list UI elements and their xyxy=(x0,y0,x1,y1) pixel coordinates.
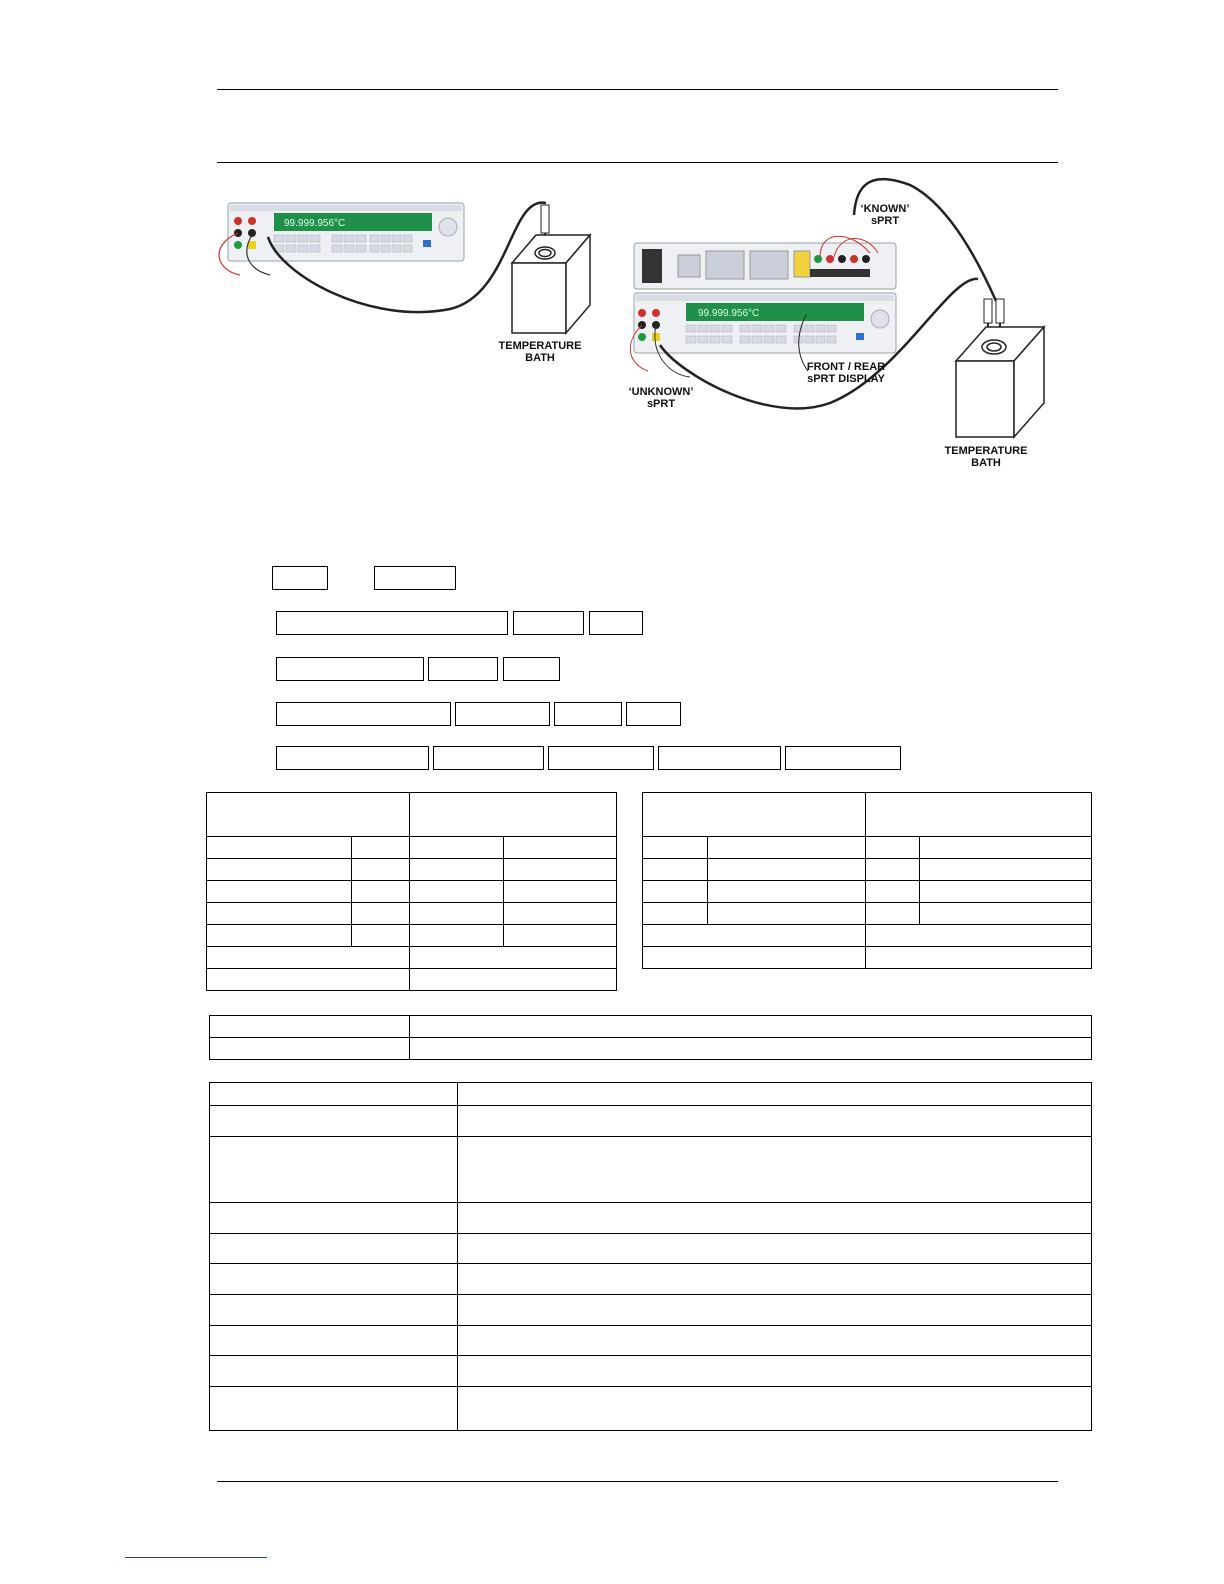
label-known-line1: ‘KNOWN’ xyxy=(860,203,910,215)
label-display-line1: FRONT / REAR xyxy=(806,361,886,373)
table-cell xyxy=(410,859,504,881)
table-cell xyxy=(352,903,410,925)
table-cell xyxy=(866,793,1092,837)
lcd-readout-right: 99.999.956°C xyxy=(698,308,760,319)
table-cell xyxy=(210,1326,458,1356)
table-cell xyxy=(504,881,617,903)
table-cell xyxy=(207,903,352,925)
table-cell xyxy=(210,1356,458,1387)
field-box-5d[interactable] xyxy=(658,746,781,770)
table-cell xyxy=(410,1016,1092,1038)
footer-link-underline[interactable] xyxy=(125,1557,267,1558)
table-cell xyxy=(207,793,410,837)
table-cell xyxy=(410,1038,1092,1060)
label-bath-right-line2: BATH xyxy=(971,457,1001,469)
table-cell xyxy=(866,837,920,859)
field-box-2c[interactable] xyxy=(589,611,643,635)
table-cell xyxy=(708,859,866,881)
table-cell xyxy=(410,969,617,991)
table-cell xyxy=(643,947,866,969)
table-cell xyxy=(458,1106,1092,1137)
table-cell xyxy=(504,903,617,925)
label-unknown-line1: ‘UNKNOWN’ xyxy=(628,386,694,398)
table-cell xyxy=(643,903,708,925)
field-box-5c[interactable] xyxy=(548,746,654,770)
table-cell xyxy=(458,1295,1092,1326)
table-cell xyxy=(866,859,920,881)
field-box-3a[interactable] xyxy=(276,657,424,681)
label-bath-right-line1: TEMPERATURE xyxy=(944,445,1028,457)
field-box-3b[interactable] xyxy=(428,657,498,681)
field-box-4d[interactable] xyxy=(626,702,681,726)
footer-rule xyxy=(217,1481,1058,1482)
table-cell xyxy=(866,947,1092,969)
table-cell xyxy=(458,1234,1092,1264)
table-cell xyxy=(352,859,410,881)
table-cell xyxy=(410,947,617,969)
table-cell xyxy=(708,881,866,903)
field-box-5b[interactable] xyxy=(433,746,544,770)
field-box-2b[interactable] xyxy=(513,611,584,635)
field-box-3c[interactable] xyxy=(503,657,560,681)
table-cell xyxy=(458,1203,1092,1234)
label-bath-right xyxy=(938,445,1034,469)
label-sprt-display xyxy=(796,361,896,385)
instrument-right-front xyxy=(634,293,896,353)
label-unknown-sprt xyxy=(618,386,704,410)
table-cell xyxy=(352,881,410,903)
table-cell xyxy=(458,1083,1092,1106)
label-known-line2: sPRT xyxy=(870,215,900,227)
table-cell xyxy=(504,859,617,881)
right-grid-table xyxy=(642,792,1092,969)
table-cell xyxy=(708,903,866,925)
label-unknown-line2: sPRT xyxy=(646,398,676,410)
label-bath-left xyxy=(496,340,584,364)
table-cell xyxy=(410,903,504,925)
table-cell xyxy=(504,837,617,859)
table-cell xyxy=(207,837,352,859)
table-cell xyxy=(920,903,1092,925)
table-cell xyxy=(210,1038,410,1060)
table-cell xyxy=(866,925,1092,947)
table-cell xyxy=(207,947,410,969)
header-top-rule xyxy=(217,89,1058,90)
field-box-5a[interactable] xyxy=(276,746,429,770)
setup-figure xyxy=(210,175,1080,475)
label-bath-left-line1: TEMPERATURE xyxy=(498,340,582,352)
table-cell xyxy=(352,925,410,947)
wide-large-table xyxy=(209,1082,1092,1431)
field-box-1b[interactable] xyxy=(374,566,456,590)
field-box-4a[interactable] xyxy=(276,702,451,726)
temperature-bath-right xyxy=(956,327,1044,437)
table-cell xyxy=(210,1387,458,1431)
table-cell xyxy=(866,903,920,925)
table-cell xyxy=(410,881,504,903)
table-cell xyxy=(210,1106,458,1137)
table-cell xyxy=(210,1137,458,1203)
table-cell xyxy=(458,1264,1092,1295)
table-cell xyxy=(458,1387,1092,1431)
label-bath-left-line2: BATH xyxy=(525,352,555,364)
instrument-left xyxy=(228,203,464,261)
field-box-5e[interactable] xyxy=(785,746,901,770)
table-cell xyxy=(920,881,1092,903)
table-cell xyxy=(410,837,504,859)
label-known-sprt xyxy=(848,203,922,227)
table-cell xyxy=(210,1264,458,1295)
field-box-4c[interactable] xyxy=(554,702,622,726)
table-cell xyxy=(504,925,617,947)
table-cell xyxy=(458,1356,1092,1387)
table-cell xyxy=(410,925,504,947)
table-cell xyxy=(920,859,1092,881)
table-cell xyxy=(210,1016,410,1038)
table-cell xyxy=(207,925,352,947)
table-cell xyxy=(352,837,410,859)
wide-small-table xyxy=(209,1015,1092,1060)
table-cell xyxy=(920,837,1092,859)
table-cell xyxy=(643,925,866,947)
table-cell xyxy=(643,837,708,859)
table-cell xyxy=(643,881,708,903)
field-box-2a[interactable] xyxy=(276,611,508,635)
lcd-readout-left: 99.999.956°C xyxy=(284,218,346,229)
table-cell xyxy=(210,1203,458,1234)
table-cell xyxy=(210,1083,458,1106)
table-cell xyxy=(207,881,352,903)
table-cell xyxy=(643,859,708,881)
field-box-1a[interactable] xyxy=(272,566,328,590)
table-cell xyxy=(866,881,920,903)
table-cell xyxy=(458,1326,1092,1356)
left-grid-table xyxy=(206,792,617,991)
table-cell xyxy=(458,1137,1092,1203)
label-display-line2: sPRT DISPLAY xyxy=(807,373,885,385)
table-cell xyxy=(210,1295,458,1326)
table-cell xyxy=(207,859,352,881)
table-cell xyxy=(207,969,410,991)
table-cell xyxy=(410,793,617,837)
field-box-4b[interactable] xyxy=(455,702,550,726)
table-cell xyxy=(210,1234,458,1264)
instrument-right-rear xyxy=(634,243,896,289)
header-bottom-rule xyxy=(217,162,1058,163)
table-cell xyxy=(643,793,866,837)
temperature-bath-left xyxy=(512,235,590,333)
table-cell xyxy=(708,837,866,859)
